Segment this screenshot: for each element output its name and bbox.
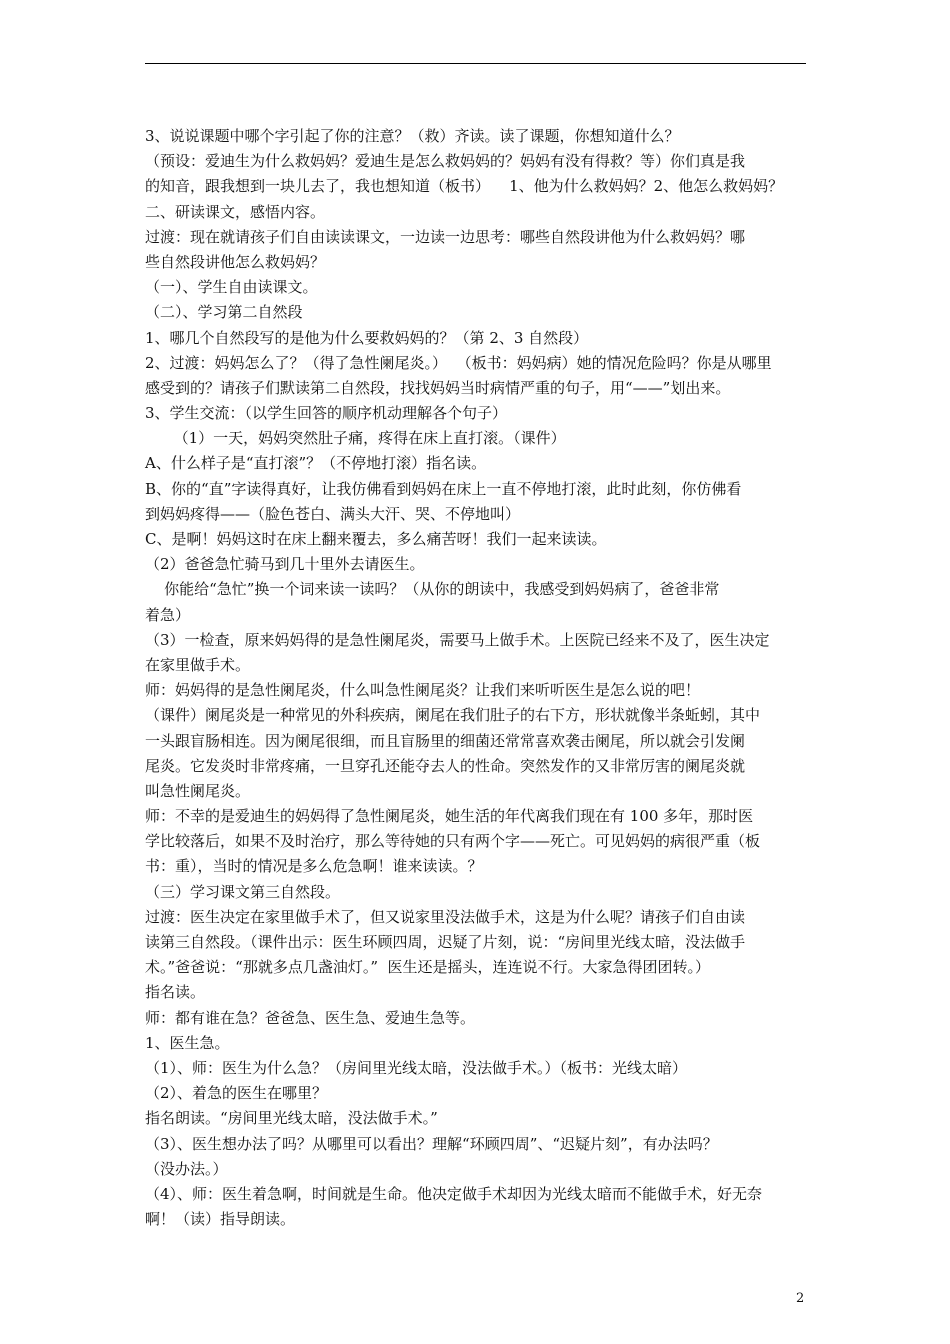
text-line: 学比较落后，如果不及时治疗，那么等待她的只有两个字——死亡。可见妈妈的病很严重（板 <box>145 832 761 851</box>
text-line: 些自然段讲他怎么救妈妈？ <box>145 252 326 271</box>
text-line: （3）、医生想办法了吗？从哪里可以看出？理解“环顾四周”、“迟疑片刻”，有办法吗？ <box>145 1134 718 1153</box>
text-line: （课件）阑尾炎是一种常见的外科疾病，阑尾在我们肚子的右下方，形状就像半条蚯蚓，其中 <box>145 706 761 725</box>
text-line: 3、学生交流：（以学生回答的顺序机动理解各个句子） <box>145 404 508 423</box>
text-line: 啊！（读）指导朗读。 <box>145 1210 296 1229</box>
text-line: （1）、师：医生为什么急？（房间里光线太暗，没法做手术。）（板书：光线太暗） <box>145 1058 688 1077</box>
text-line: 读第三自然段。（课件出示：医生环顾四周，迟疑了片刻，说：“房间里光线太暗，没法做手 <box>145 933 746 951</box>
page-number: 2 <box>796 1291 805 1306</box>
text-line: 指名朗读。“房间里光线太暗，没法做手术。” <box>145 1109 438 1128</box>
text-line: 师：不幸的是爱迪生的妈妈得了急性阑尾炎，她生活的年代离我们现在有 100 多年，那时医 <box>145 807 754 826</box>
text-line: 1、哪几个自然段写的是他为什么要救妈妈的？（第 2、3 自然段） <box>145 328 589 347</box>
text-line: 尾炎。它发炎时非常疼痛，一旦穿孔还能夺去人的性命。突然发作的又非常厉害的阑尾炎就 <box>145 756 746 775</box>
text-line: 感受到的？请孩子们默读第二自然段，找找妈妈当时病情严重的句子，用“——”划出来。 <box>145 378 731 397</box>
text-line: B、你的“直”字读得真好，让我仿佛看到妈妈在床上一直不停地打滚，此时此刻，你仿佛看 <box>145 479 742 498</box>
text-line: 3、说说课题中哪个字引起了你的注意？（救）齐读。读了课题，你想知道什么？ <box>145 127 680 145</box>
text-line: （没办法。） <box>145 1159 228 1178</box>
text-line: （2）、着急的医生在哪里？ <box>145 1084 328 1103</box>
text-line: 叫急性阑尾炎。 <box>145 781 251 800</box>
header-rule <box>145 63 806 64</box>
text-line: 师：妈妈得的是急性阑尾炎，什么叫急性阑尾炎？让我们来听听医生是怎么说的吧！ <box>145 681 701 700</box>
text-line: 师：都有谁在急？爸爸急、医生急、爱迪生急等。 <box>145 1008 476 1027</box>
text-line: （3）一检查，原来妈妈得的是急性阑尾炎，需要马上做手术。上医院已经来不及了，医生决定 <box>145 630 770 649</box>
text-line: （4）、师：医生着急啊，时间就是生命。他决定做手术却因为光线太暗而不能做手术，好无奈 <box>145 1184 763 1203</box>
text-line: 术。”爸爸说：“那就多点几盏油灯。” 医生还是摇头，连连说不行。大家急得团团转。） <box>145 958 711 977</box>
text-line: （1）一天，妈妈突然肚子痛，疼得在床上直打滚。（课件） <box>145 429 566 448</box>
text-line: （二）、学习第二自然段 <box>145 303 303 322</box>
text-line: 在家里做手术。 <box>145 655 251 674</box>
text-line: 指名读。 <box>145 983 206 1002</box>
text-line: 过渡：医生决定在家里做手术了，但又说家里没法做手术，这是为什么呢？请孩子们自由读 <box>145 907 746 926</box>
document-body <box>145 124 813 1232</box>
text-line: （一）、学生自由读课文。 <box>145 278 318 297</box>
text-line: 书：重），当时的情况是多么危急啊！谁来读读。？ <box>145 857 483 876</box>
text-line: 到妈妈疼得——（脸色苍白、满头大汗、哭、不停地叫） <box>145 504 521 523</box>
text-line: 1、医生急。 <box>145 1033 230 1052</box>
text-line: 着急） <box>145 605 191 624</box>
text-line: （三）学习课文第三自然段。 <box>145 882 341 901</box>
text-line: C、是啊！妈妈这时在床上翻来覆去，多么痛苦呀！我们一起来读读。 <box>145 530 607 548</box>
text-line: （2）爸爸急忙骑马到几十里外去请医生。 <box>145 555 425 574</box>
text-line: 你能给“急忙”换一个词来读一读吗？（从你的朗读中，我感受到妈妈病了，爸爸非常 <box>145 580 720 599</box>
text-line: A、什么样子是“直打滚”？（不停地打滚）指名读。 <box>145 454 487 473</box>
text-line: （预设：爱迪生为什么救妈妈？爱迪生是怎么救妈妈的？妈妈有没有得救？等）你们真是我 <box>145 152 746 171</box>
text-line: 2、过渡：妈妈怎么了？（得了急性阑尾炎。） （板书：妈妈病）她的情况危险吗？你是从哪里 <box>145 353 772 372</box>
text-line: 过渡：现在就请孩子们自由读读课文，一边读一边思考：哪些自然段讲他为什么救妈妈？哪 <box>145 227 746 246</box>
text-line: 的知音，跟我想到一块儿去了，我也想知道（板书） 1、他为什么救妈妈？2、他怎么救妈妈？ <box>145 177 784 196</box>
text-line: 一头跟盲肠相连。因为阑尾很细，而且盲肠里的细菌还常常喜欢袭击阑尾，所以就会引发阑 <box>145 731 746 750</box>
text-line: 二、研读课文，感悟内容。 <box>145 202 326 221</box>
